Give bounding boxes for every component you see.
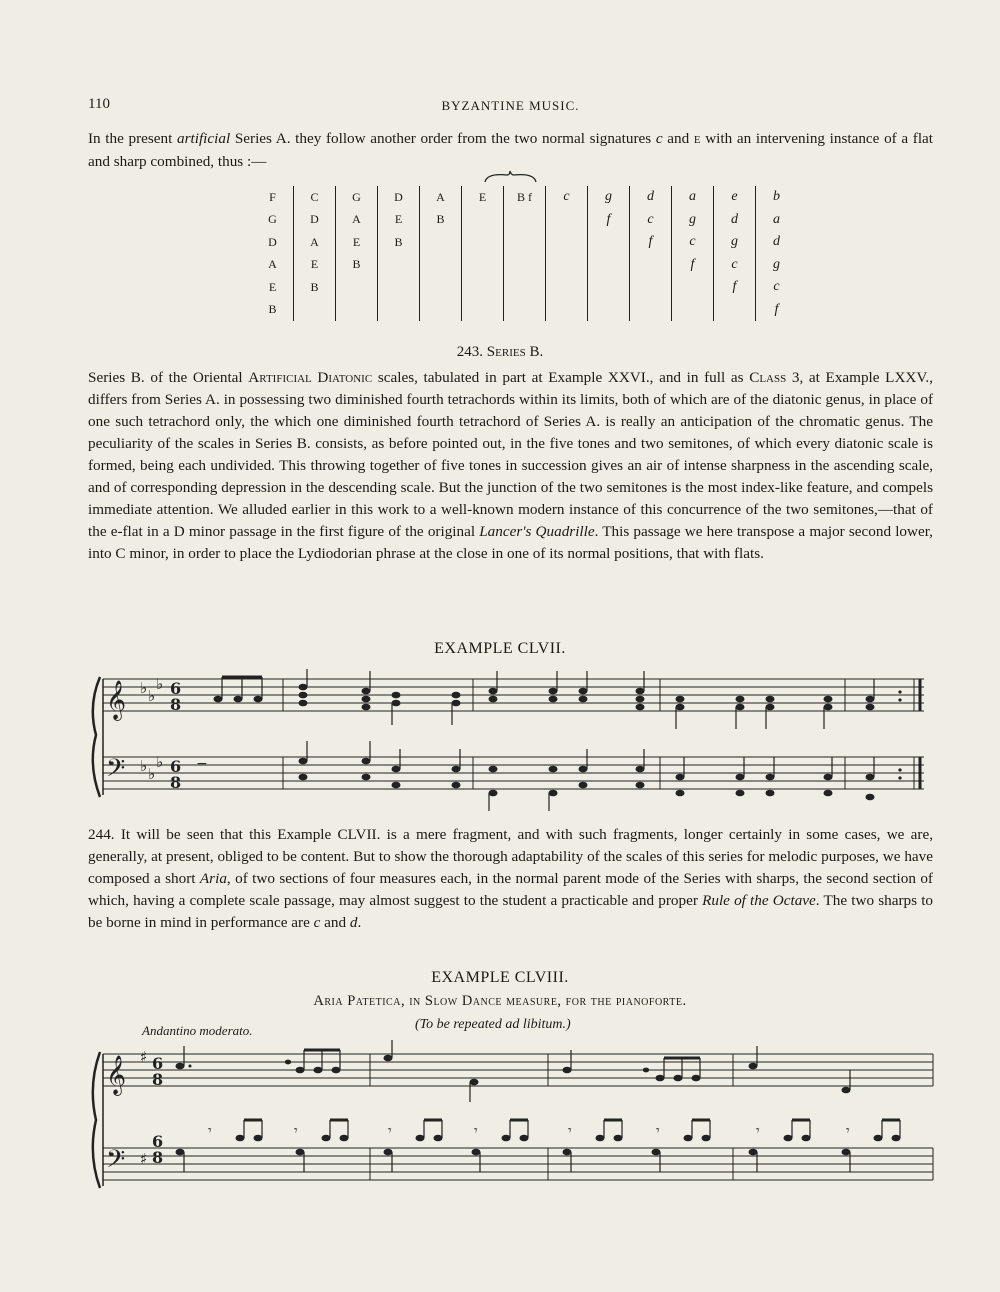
- signature-cell: G: [336, 186, 378, 209]
- intro-artificial: artificial: [177, 130, 231, 147]
- svg-text:8: 8: [170, 695, 182, 714]
- signature-cell: g: [714, 231, 756, 254]
- signature-cell: d: [714, 209, 756, 232]
- signature-cell: f: [588, 209, 630, 232]
- signature-cell: c: [630, 209, 672, 232]
- signature-row: [252, 209, 797, 232]
- svg-text:8: 8: [152, 1070, 164, 1089]
- svg-text:𝄾: 𝄾: [388, 1123, 392, 1139]
- signature-cell: b: [756, 186, 798, 209]
- signature-cell: [588, 254, 630, 277]
- signature-cell: [714, 299, 756, 322]
- s243-text-3: 3, at Example LXXV., differs from Series A. in possessing two diminished fourth tetrachords within its limits, both of which are of the diatonic genus, in place of one such tetrachord only, the which one diminished fourth tetrachord of Series A. is really an anticipation of the chromatic genus. The peculiarity of the scales in Series B. consists, as before pointed out, in the five tones and two semitones, of which every diatonic scale is formed, being each undivided. This throwing together of five tones in succession gives an air of intense sharpness in the ascending scale, and of corresponding depression in the descending scale. But the junction of the two semitones is the most index-like feature, and compels immediate attention. We alluded earlier in this work to a well-known modern instance of this concurrence of the two semitones,—that of the e-flat in a D minor passage in the first figure of the original: [88, 369, 933, 540]
- signature-cell: g: [756, 254, 798, 277]
- page-number: 110: [88, 96, 110, 112]
- signature-cell: [420, 299, 462, 322]
- intro-E: E: [693, 134, 701, 146]
- signature-cell: g: [588, 186, 630, 209]
- signature-cell: [588, 299, 630, 322]
- signature-cell: [462, 231, 504, 254]
- signature-cell: d: [630, 186, 672, 209]
- svg-text:♭: ♭: [140, 679, 148, 697]
- svg-text:♯: ♯: [140, 1048, 148, 1066]
- s244-and: and: [320, 914, 350, 931]
- signature-cell: [504, 276, 546, 299]
- signature-cell: F: [269, 189, 276, 204]
- signature-cell: d: [756, 231, 798, 254]
- intro-c: c: [655, 130, 663, 147]
- signature-row: [252, 231, 797, 254]
- signature-cell: c: [756, 276, 798, 299]
- s244-rule-of-octave: Rule of the Octave: [702, 892, 816, 909]
- intro-text-3: and: [662, 130, 694, 147]
- s244-c: c: [313, 914, 321, 931]
- brace-mark: [483, 170, 538, 184]
- svg-text:𝄾: 𝄾: [208, 1123, 212, 1139]
- signature-cell: D: [294, 209, 336, 232]
- svg-text:𝄾: 𝄾: [294, 1123, 298, 1139]
- svg-text:8: 8: [152, 1148, 164, 1167]
- svg-text:♭: ♭: [140, 757, 148, 775]
- signature-cell: g: [672, 209, 714, 232]
- signature-row: [252, 186, 797, 209]
- intro-text-4: with an intervening instance of a flat and sharp combined, thus :—: [88, 130, 933, 170]
- svg-text:𝄾: 𝄾: [656, 1123, 660, 1139]
- signature-cell: c: [672, 231, 714, 254]
- section-244-paragraph: [88, 824, 933, 934]
- s244-text-3: . The two sharps to be borne in mind in performance are: [88, 892, 934, 931]
- section-243-title: Series B.: [486, 344, 544, 360]
- signature-cell: B: [294, 276, 336, 299]
- signature-cell: G: [268, 212, 277, 227]
- example-158-subtitle: Aria Patetica, in Slow Dance measure, for the pianoforte.: [313, 993, 687, 1009]
- repeat-note: (To be repeated ad libitum.): [415, 1017, 571, 1032]
- svg-text:8: 8: [170, 773, 182, 792]
- signature-cell: [546, 276, 588, 299]
- signature-cell: B: [336, 254, 378, 277]
- signature-cell: A: [268, 257, 277, 272]
- signature-cell: [420, 254, 462, 277]
- signature-cell: B: [268, 302, 277, 317]
- signature-cell: [504, 299, 546, 322]
- example-157-score: [88, 665, 938, 815]
- signature-cell: [546, 209, 588, 232]
- signature-cell: [630, 299, 672, 322]
- signature-cell: [462, 254, 504, 277]
- signature-cell: C: [294, 186, 336, 209]
- svg-text:𝄢: 𝄢: [106, 754, 126, 789]
- signature-row: [252, 299, 797, 322]
- signature-cell: f: [714, 276, 756, 299]
- intro-text-2: Series A. they follow another order from the two normal signatures: [230, 130, 656, 147]
- signature-cell: [546, 254, 588, 277]
- s243-text-4: . This passage we here transpose a major second lower, into C minor, in order to place the Lydiodorian phrase at the close in one of its normal positions, that with flats.: [88, 523, 933, 562]
- signature-cell: f: [756, 299, 798, 322]
- signature-cell: [588, 231, 630, 254]
- signature-cell: [378, 276, 420, 299]
- signature-cell: E: [378, 209, 420, 232]
- signature-cell: B: [420, 209, 462, 232]
- running-title: BYZANTINE MUSIC.: [441, 98, 580, 113]
- svg-text:♭: ♭: [148, 765, 156, 783]
- signature-cell: [672, 276, 714, 299]
- example-157-title: EXAMPLE CLVII.: [434, 640, 566, 657]
- svg-text:𝄾: 𝄾: [756, 1123, 760, 1139]
- running-header: [88, 96, 933, 118]
- signature-cell: [294, 299, 336, 322]
- signature-cell: a: [672, 186, 714, 209]
- svg-text:6: 6: [152, 1132, 164, 1151]
- signature-cell: E: [462, 186, 504, 209]
- s244-d: d: [349, 914, 358, 931]
- signature-cell: [630, 276, 672, 299]
- signature-cell: e: [714, 186, 756, 209]
- signature-cell: a: [756, 209, 798, 232]
- svg-text:𝄾: 𝄾: [846, 1123, 850, 1139]
- svg-text:♭: ♭: [148, 687, 156, 705]
- svg-text:6: 6: [170, 757, 182, 776]
- signature-cell: [336, 276, 378, 299]
- signature-cell: E: [268, 279, 277, 294]
- signature-row: [252, 254, 797, 277]
- signature-cell: f: [672, 254, 714, 277]
- section-243-heading: [0, 344, 1000, 361]
- svg-text:𝄾: 𝄾: [474, 1123, 478, 1139]
- signature-cell: [504, 254, 546, 277]
- s244-aria: Aria: [199, 870, 227, 887]
- example-158-title: EXAMPLE CLVIII.: [431, 969, 569, 986]
- signature-cell: [504, 209, 546, 232]
- signature-cell: f: [630, 231, 672, 254]
- signature-cell: A: [294, 231, 336, 254]
- intro-text-1: In the present: [88, 130, 178, 147]
- svg-text:6: 6: [170, 679, 182, 698]
- signature-cell: c: [714, 254, 756, 277]
- signature-cell: B f: [504, 186, 546, 209]
- svg-text:♭: ♭: [156, 753, 164, 771]
- s243-text-1: Series B. of the Oriental: [88, 369, 249, 386]
- signature-cell: [630, 254, 672, 277]
- signature-cell: [588, 276, 630, 299]
- signature-cell: [420, 276, 462, 299]
- svg-text:♯: ♯: [140, 1150, 148, 1168]
- section-243-paragraph: [88, 367, 933, 565]
- svg-text:𝄢: 𝄢: [106, 1145, 126, 1180]
- signature-cell: E: [336, 231, 378, 254]
- s244-text-1: 244. It will be seen that this Example CLVII. is a mere fragment, and with such fragments, longer certainly in some cases, we are, generally, at present, obliged to be content. But to show the thorough adaptability of the scales of this series for melodic purposes, we have composed a short: [88, 826, 933, 887]
- signature-cell: [336, 299, 378, 322]
- signature-cell: A: [420, 186, 462, 209]
- signature-cell: E: [294, 254, 336, 277]
- svg-text:𝄞: 𝄞: [106, 680, 127, 720]
- section-243-number: 243.: [456, 344, 487, 360]
- signature-cell: D: [268, 234, 277, 249]
- s244-text-2: , of two sections of four measures each, in the normal parent mode of the Series with sharps, the second section of which, having a complete scale passage, may almost suggest to the student a practicable and proper: [88, 870, 933, 909]
- signature-cell: A: [336, 209, 378, 232]
- signature-cell: [462, 276, 504, 299]
- signature-cell: [378, 299, 420, 322]
- signature-cell: [462, 299, 504, 322]
- intro-paragraph: [88, 128, 933, 173]
- signature-cell: D: [378, 186, 420, 209]
- svg-text:𝄞: 𝄞: [106, 1055, 127, 1095]
- signature-cell: [504, 231, 546, 254]
- s243-lancers-quadrille: Lancer's Quadrille: [479, 523, 595, 540]
- signature-table: [252, 186, 797, 321]
- signature-cell: [546, 231, 588, 254]
- signature-cell: [378, 254, 420, 277]
- signature-cell: B: [378, 231, 420, 254]
- signature-cell: [546, 299, 588, 322]
- s243-text-2: scales, tabulated in part at Example XXVI., and in full as: [372, 369, 750, 386]
- tempo-marking: Andantino moderato.: [142, 1023, 253, 1038]
- signature-row: [252, 276, 797, 299]
- signature-cell: [672, 299, 714, 322]
- s243-class: Class: [749, 369, 787, 386]
- s244-end: .: [357, 914, 362, 931]
- svg-text:−: −: [196, 756, 208, 772]
- signature-cell: [420, 231, 462, 254]
- svg-text:𝄾: 𝄾: [568, 1123, 572, 1139]
- example-158-score: [88, 1040, 938, 1200]
- s243-artificial-diatonic: Artificial Diatonic: [248, 369, 373, 386]
- signature-cell: c: [546, 186, 588, 209]
- svg-text:♭: ♭: [156, 675, 164, 693]
- svg-text:6: 6: [152, 1054, 164, 1073]
- signature-cell: [462, 209, 504, 232]
